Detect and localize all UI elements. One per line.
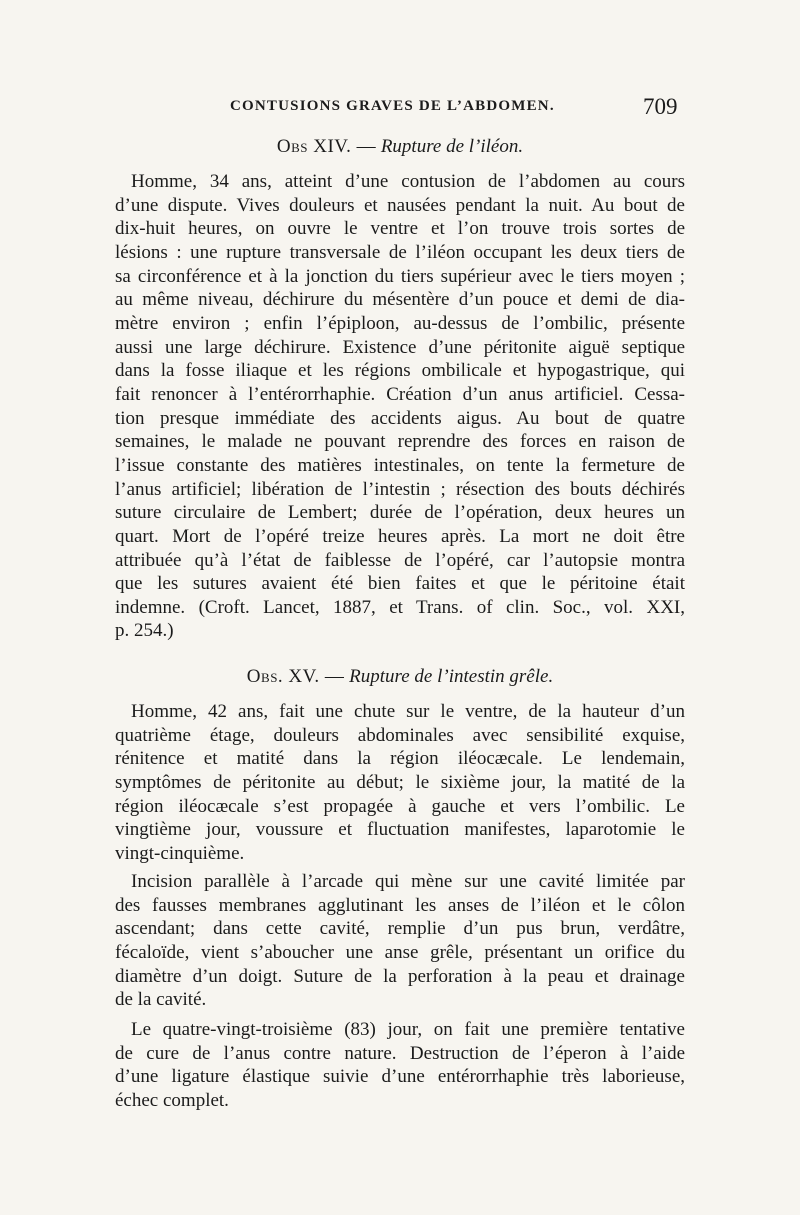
obs-xv-p1-line: quatrième étage, douleurs abdominales avec sensibilité exquise, — [115, 724, 685, 746]
obs-xv-p2-line: des fausses membranes agglutinant les anses de l’iléon et le côlon — [115, 894, 685, 916]
obs-xiv-body — [115, 170, 685, 643]
obs-xv-p1-line: vingt-cinquième. — [115, 842, 245, 864]
obs-xiv-line: d’une dispute. Vives douleurs et nausées pendant la nuit. Au bout de — [115, 194, 685, 216]
running-head — [0, 96, 800, 122]
obs-xv-paragraph-2 — [115, 870, 685, 1012]
obs-xv-p1-line: symptômes de péritonite au début; le sixième jour, la matité de la — [115, 771, 685, 793]
obs-xv-p3-line: d’une ligature élastique suivie d’une entérorrhaphie très laborieuse, — [115, 1066, 685, 1088]
obs-xiv-line: lésions : une rupture transversale de l’iléon occupant les deux tiers de — [115, 241, 685, 263]
obs-xiv-line: l’anus artificiel; libération de l’intestin ; résection des bouts déchirés — [115, 478, 685, 500]
obs-xiv-line: quart. Mort de l’opéré treize heures après. La mort ne doit être — [115, 525, 685, 547]
obs-xiv-line: Homme, 34 ans, atteint d’une contusion de l’abdomen au cours — [131, 171, 685, 192]
obs-xv-paragraph-3 — [115, 1018, 685, 1113]
obs-xv-p2-line: ascendant; dans cette cavité, remplie d’un pus brun, verdâtre, — [115, 918, 685, 940]
obs-xiv-line: sa circonférence et à la jonction du tiers supérieur avec le tiers moyen ; — [115, 265, 685, 287]
obs-xiv-line: mètre environ ; enfin l’épiploon, au-dessus de l’ombilic, présente — [115, 312, 685, 334]
obs-xv-label: Obs. XV. — — [246, 666, 345, 687]
obs-xiv-label: Obs XIV. — — [276, 136, 377, 157]
obs-xiv-line: tion presque immédiate des accidents aigus. Au bout de quatre — [115, 407, 685, 429]
obs-xv-paragraph-1 — [115, 700, 685, 866]
obs-xv-p2-line: de la cavité. — [115, 989, 207, 1011]
obs-xv-p2-line: Incision parallèle à l’arcade qui mène sur une cavité limitée par — [131, 871, 685, 892]
obs-xv-p2-line: fécaloïde, vient s’aboucher une anse grêle, présentant un orifice du — [115, 941, 685, 963]
obs-xv-heading — [0, 664, 800, 690]
obs-xv-p1-line: rénitence et matité dans la région iléocæcale. Le lendemain, — [115, 748, 685, 770]
obs-xiv-line: p. 254.) — [115, 620, 174, 642]
obs-xv-p3-line: de cure de l’anus contre nature. Destruction de l’éperon à l’aide — [115, 1042, 685, 1064]
obs-xiv-heading — [0, 134, 800, 160]
obs-xiv-line: attribuée qu’à l’état de faiblesse de l’opéré, car l’autopsie montra — [115, 549, 685, 571]
obs-xiv-line: semaines, le malade ne pouvant reprendre des forces en raison de — [115, 431, 685, 453]
obs-xiv-line: l’issue constante des matières intestinales, on tente la fermeture de — [115, 454, 685, 476]
obs-xiv-title: Rupture de l’iléon. — [380, 136, 524, 157]
page-number: 709 — [643, 94, 678, 119]
obs-xv-p2-line: diamètre d’un doigt. Suture de la perforation à la peau et drainage — [115, 965, 685, 987]
obs-xiv-line: que les sutures avaient été bien faites et que le péritoine était — [115, 573, 685, 595]
running-title: CONTUSIONS GRAVES DE L’ABDOMEN. — [230, 98, 555, 114]
obs-xiv-line: dans la fosse iliaque et les régions ombilicale et hypogastrique, qui — [115, 360, 685, 382]
obs-xv-p1-line: Homme, 42 ans, fait une chute sur le ventre, de la hauteur d’un — [131, 701, 685, 722]
obs-xv-p1-line: vingtième jour, voussure et fluctuation manifestes, laparotomie le — [115, 819, 685, 841]
obs-xiv-line: suture circulaire de Lembert; durée de l’opération, deux heures un — [115, 502, 685, 524]
obs-xv-p1-line: région iléocæcale s’est propagée à gauche et vers l’ombilic. Le — [115, 795, 685, 817]
obs-xv-p3-line: échec complet. — [115, 1089, 229, 1111]
obs-xiv-line: indemne. (Croft. Lancet, 1887, et Trans. of clin. Soc., vol. XXI, — [115, 596, 685, 618]
obs-xv-p3-line: Le quatre-vingt-troisième (83) jour, on fait une première tentative — [131, 1019, 685, 1040]
obs-xiv-line: dix-huit heures, on ouvre le ventre et l’on trouve trois sortes de — [115, 218, 685, 240]
obs-xiv-line: fait renoncer à l’entérorrhaphie. Création d’un anus artificiel. Cessa- — [115, 383, 685, 405]
obs-xv-title: Rupture de l’intestin grêle. — [349, 666, 554, 687]
obs-xiv-line: au même niveau, déchirure du mésentère d’un pouce et demi de dia- — [115, 289, 685, 311]
obs-xiv-line: aussi une large déchirure. Existence d’une péritonite aiguë septique — [115, 336, 685, 358]
